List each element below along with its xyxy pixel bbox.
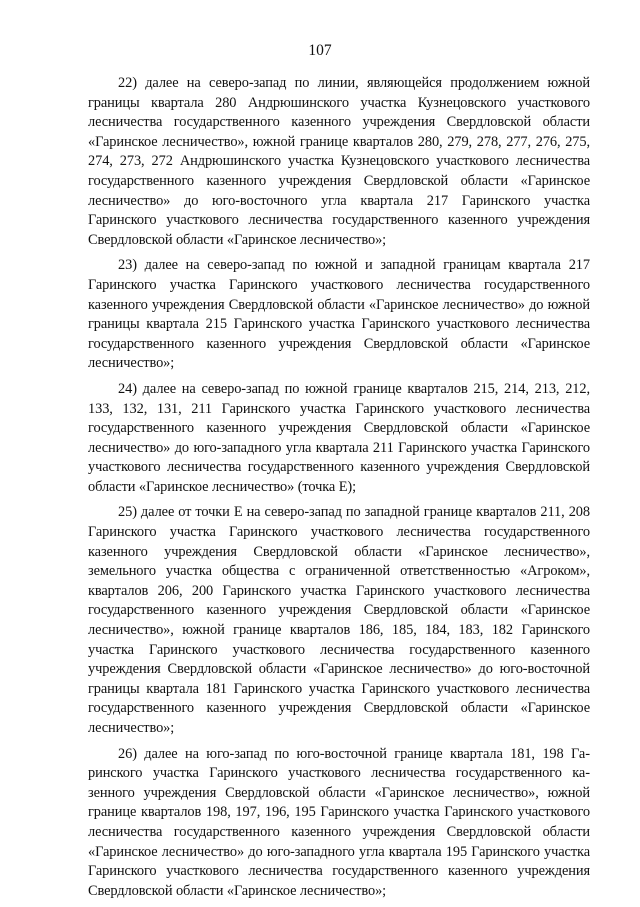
page-number: 107 xyxy=(308,42,332,59)
paragraph-26: 26) далее на юго-запад по юго-восточной границе квартала 181, 198 Гаринского участка Гаринского участкового лесничества государственного казенного учреждения Свердловской области «Гаринское лесничество», южной границе кварталов 198, 197, 196, 195 Гаринского участка Гаринского участкового лесничества государственного казенного учреждения Свердловской области «Гаринское лесничество» до юго-западного угла квартала 195 Гаринского участка Гаринского участкового лесничества государственного казенного учреждения Свердловской области «Гаринское лесничество»; xyxy=(88,745,590,899)
paragraph-23: 23) далее на северо-запад по южной и западной границам квартала 217 Гаринского участка Гаринского участкового лесничества государственного казенного учреждения Свердловской области «Гаринское лесничество» до южной границы квартала 215 Гаринского участка Гаринского участкового лесничества государственного казенного учреждения Свердловской области «Гаринское лесничество»; xyxy=(88,257,590,372)
document-body xyxy=(88,74,590,907)
paragraph-25: 25) далее от точки Е на северо-запад по западной границе кварталов 211, 208 Гаринского участка Гаринского участкового лесничества государственного казенного учреждения Свердловской области «Гаринское лесничество», земельного участка общества с ограниченной ответственностью «Агроком», кварталов 206, 200 Гаринского участка Гаринского участкового лесничества государственного казенного учреждения Свердловской области «Гаринское лесничество», южной границе кварталов 186, 185, 184, 183, 182 Гаринского участка Гаринского участкового лесничества государственного казенного учреждения Свердловской области «Гаринское лесничество» до юго-восточной границы квартала 181 Гаринского участка Гаринского участкового лесничества государственного казенного учреждения Свердловской области «Гаринское лесничество»; xyxy=(88,504,590,736)
paragraph-22: 22) далее на северо-запад по линии, являющейся продолжением южной границы квартала 280 Андрюшинского участка Кузнецовского участкового лесничества государственного казенного учреждения Свердловской области «Гаринское лесничество», южной границе кварталов 280, 279, 278, 277, 276, 275, 274, 273, 272 Андрюшинского участка Кузнецовского участкового лесничества государственного казенного учреждения Свердловской области «Гаринское лесничество» до юго-восточного угла квартала 217 Гаринского участка Гаринского участкового лесничества государственного казенного учреждения Свердловской области «Гаринское лесничество»; xyxy=(88,75,590,248)
paragraph-24: 24) далее на северо-запад по южной границе кварталов 215, 214, 213, 212, 133, 132, 131, 211 Гаринского участка Гаринского участкового лесничества государственного казенного учреждения Свердловской области «Гаринское лесничество» до юго-западного угла квартала 211 Гаринского участка Гаринского участкового лесничества государственного казенного учреждения Свердловской области «Гаринское лесничество» (точка Е); xyxy=(88,380,590,495)
